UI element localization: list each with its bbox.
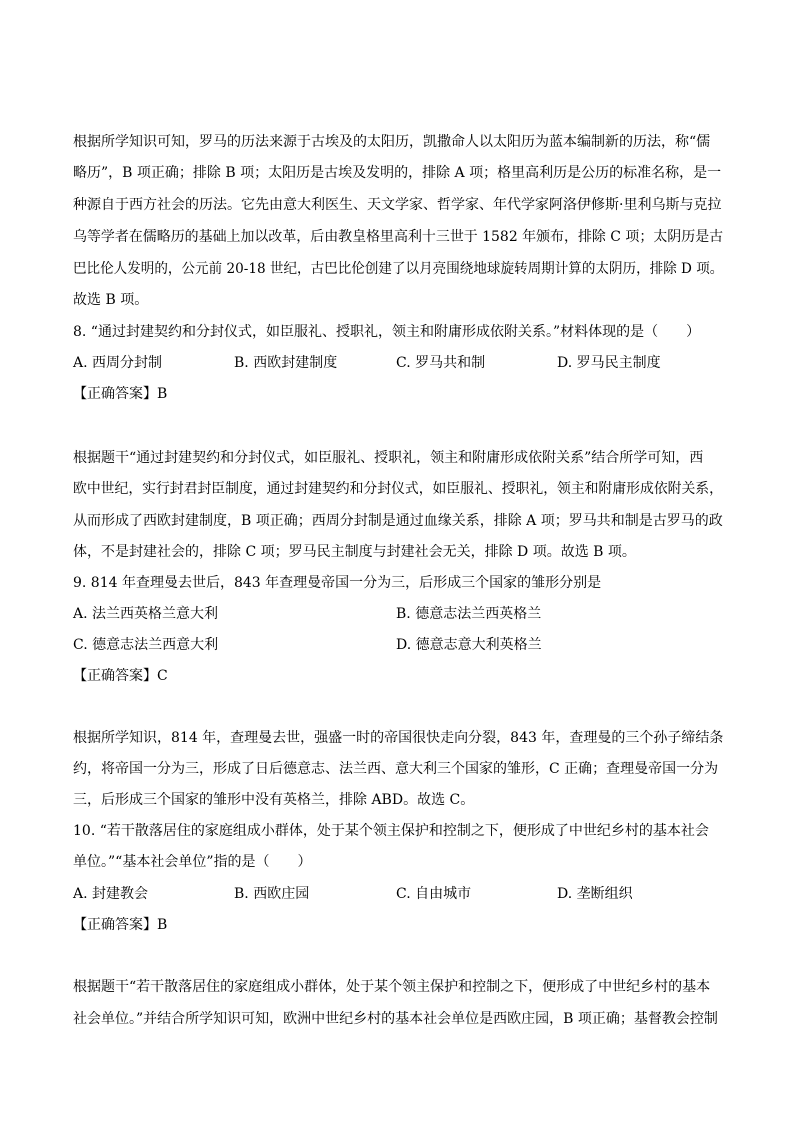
q8-option-a: A. 西周分封制 [73,355,163,371]
q8-explanation-line: 体，不是封建社会的，排除 C 项；罗马民主制度与封建社会无关，排除 D 项。故选 B 项。 [73,544,636,560]
q10-option-d: D. 垄断组织 [557,886,633,902]
q9-explanation-line: 根据所学知识，814 年，查理曼去世，强盛一时的帝国很快走向分裂，843 年，查理曼的三个孙子缔结条 [73,730,724,746]
q10-stem-line: 10. “若干散落居住的家庭组成小群体，处于某个领主保护和控制之下，便形成了中世纪乡村的基本社会 [73,823,709,839]
q9-options-row-1 [73,605,723,623]
q9-option-c: C. 德意志法兰西意大利 [73,637,219,653]
q10-explanation-line: 根据题干“若干散落居住的家庭组成小群体，处于某个领主保护和控制之下，便形成了中世纪乡村的基本 [73,979,711,995]
q10-answer: 【正确答案】B [73,917,168,933]
q9-answer: 【正确答案】C [73,668,168,684]
q7-explanation-line: 故选 B 项。 [73,292,149,308]
q7-explanation-line: 种源自于西方社会的历法。它先由意大利医生、天文学家、哲学家、年代学家阿洛伊修斯·里利乌斯与克拉 [73,197,722,213]
q7-explanation-line: 巴比伦人发明的，公元前 20-18 世纪，古巴比伦创建了以月亮围绕地球旋转周期计算的太阴历，排除 D 项。 [73,261,724,277]
q9-option-a: A. 法兰西英格兰意大利 [73,606,219,622]
q8-option-b: B. 西欧封建制度 [234,355,338,371]
q8-explanation-line: 欧中世纪，实行封君封臣制度，通过封建契约和分封仪式，如臣服礼、授职礼，领主和附庸形成依附关系， [73,481,723,497]
q8-options [73,354,723,372]
q10-explanation-line: 社会单位。”并结合所学知识可知，欧洲中世纪乡村的基本社会单位是西欧庄园，B 项正确；基督教会控制 [73,1011,718,1027]
q9-explanation-line: 三，后形成三个国家的雏形中没有英格兰，排除 ABD。故选 C。 [73,792,475,808]
q9-stem: 9. 814 年查理曼去世后，843 年查理曼帝国一分为三，后形成三个国家的雏形分别是 [73,575,602,591]
q7-explanation-line: 略历”，B 项正确；排除 B 项；太阳历是古埃及发明的，排除 A 项；格里高利历是公历的标准名称，是一 [73,165,722,181]
q9-explanation-line: 约，将帝国一分为三，形成了日后德意志、法兰西、意大利三个国家的雏形，C 正确；查理曼帝国一分为 [73,761,719,777]
q9-option-d: D. 德意志意大利英格兰 [396,637,542,653]
q8-stem: 8. “通过封建契约和分封仪式，如臣服礼、授职礼，领主和附庸形成依附关系。”材料体现的是（ ） [73,324,701,340]
q10-stem-line: 单位。”“基本社会单位”指的是（ ） [73,854,312,870]
q10-option-a: A. 封建教会 [73,886,149,902]
q10-option-b: B. 西欧庄园 [234,886,310,902]
q8-explanation-line: 根据题干“通过封建契约和分封仪式，如臣服礼、授职礼，领主和附庸形成依附关系”结合所学可知，西 [73,450,704,466]
q8-answer: 【正确答案】B [73,386,168,402]
q8-option-d: D. 罗马民主制度 [557,355,661,371]
q9-options-row-2 [73,636,723,654]
q10-option-c: C. 自由城市 [396,886,472,902]
q10-options [73,885,723,903]
q7-explanation-line: 根据所学知识可知，罗马的历法来源于古埃及的太阳历，凯撒命人以太阳历为蓝本编制新的历法，称“儒 [73,134,711,150]
q9-option-b: B. 德意志法兰西英格兰 [396,606,542,622]
q7-explanation-line: 乌等学者在儒略历的基础上加以改革，后由教皇格里高利十三世于 1582 年颁布，排除 C 项；太阴历是古 [73,229,724,245]
q8-explanation-line: 从而形成了西欧封建制度，B 项正确；西周分封制是通过血缘关系，排除 A 项；罗马共和制是古罗马的政 [73,513,723,529]
q8-option-c: C. 罗马共和制 [396,355,486,371]
